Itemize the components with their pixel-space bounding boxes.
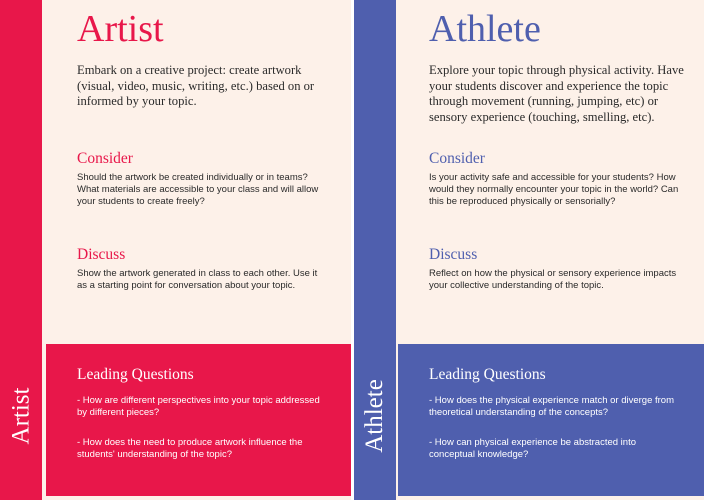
artist-question-2: - How does the need to produce artwork influence the students' understanding of the topic? bbox=[77, 437, 303, 460]
artist-consider-text: Should the artwork be created individually or in teams? What materials are accessible to your class and will allow your students to create freely? bbox=[77, 172, 319, 207]
athlete-intro: Explore your topic through physical activity. Have your students discover and experience the topic through movement (running, jumping, etc) or sensory experience (touching, smelling, etc). bbox=[429, 63, 684, 124]
athlete-card bbox=[354, 0, 704, 500]
athlete-question-1: - How does the physical experience match or diverge from theoretical understanding of the concepts? bbox=[429, 395, 675, 418]
artist-questions-heading: Leading Questions bbox=[77, 366, 194, 383]
artist-side-band bbox=[0, 0, 42, 500]
athlete-band-label: Athlete bbox=[361, 379, 388, 453]
athlete-side-band bbox=[354, 0, 396, 500]
artist-card bbox=[0, 0, 351, 500]
athlete-discuss-text: Reflect on how the physical or sensory experience impacts your collective understanding of the topic. bbox=[429, 268, 677, 291]
athlete-questions-heading: Leading Questions bbox=[429, 366, 546, 383]
athlete-title: Athlete bbox=[429, 8, 541, 50]
artist-title: Artist bbox=[77, 8, 164, 50]
athlete-consider-heading: Consider bbox=[429, 150, 485, 167]
artist-question-1: - How are different perspectives into your topic addressed by different pieces? bbox=[77, 395, 320, 418]
athlete-discuss-heading: Discuss bbox=[429, 246, 478, 263]
artist-discuss-text: Show the artwork generated in class to each other. Use it as a starting point for conversation about your topic. bbox=[77, 268, 318, 291]
artist-leading-questions-panel bbox=[46, 344, 351, 496]
artist-intro: Embark on a creative project: create artwork (visual, video, music, writing, etc.) based on or informed by your topic. bbox=[77, 63, 315, 108]
athlete-leading-questions-panel bbox=[398, 344, 704, 496]
artist-consider-heading: Consider bbox=[77, 150, 133, 167]
artist-discuss-heading: Discuss bbox=[77, 246, 126, 263]
athlete-question-2: - How can physical experience be abstracted into conceptual knowledge? bbox=[429, 437, 637, 460]
athlete-consider-text: Is your activity safe and accessible for your students? How would they normally encounter your topic in the world? Can this be reproduced physically or sensorially? bbox=[429, 172, 679, 207]
artist-band-label: Artist bbox=[7, 387, 35, 445]
